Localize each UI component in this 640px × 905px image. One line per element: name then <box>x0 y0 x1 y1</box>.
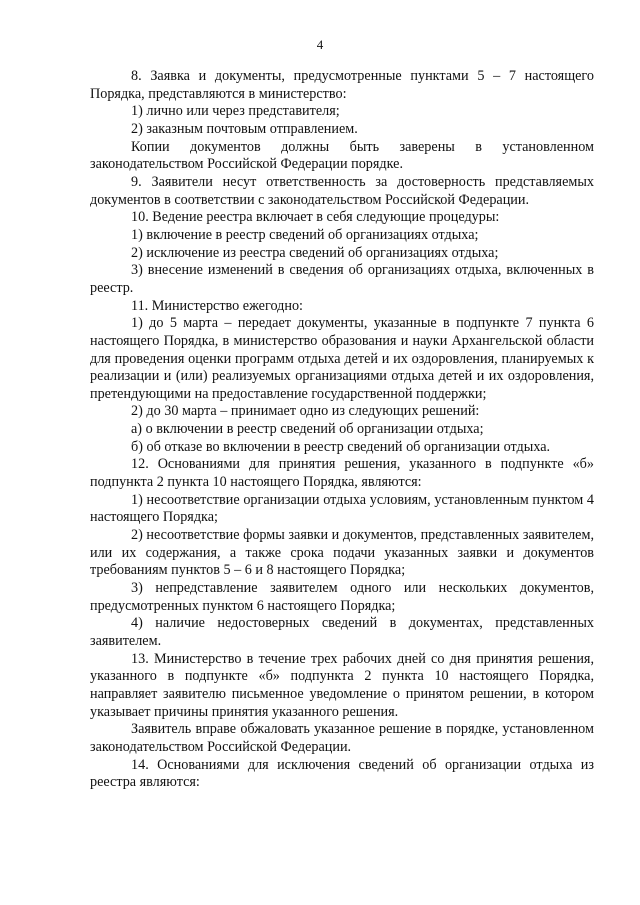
list-item: 1) включение в реестр сведений об организациях отдыха; <box>131 226 479 243</box>
list-item: 2) несоответствие формы заявки и документов, представленных заявителем, или их содержания, а также срока подачи указанных заявки и документов требованиям пунктов 5 – 6 и 8 настоящего Порядка; <box>90 527 594 579</box>
list-item: 2) до 30 марта – принимает одно из следующих решений: <box>131 403 480 420</box>
paragraph-11: 11. Министерство ежегодно: <box>131 297 303 314</box>
list-item: 2) заказным почтовым отправлением. <box>131 120 358 137</box>
paragraph-10: 10. Ведение реестра включает в себя следующие процедуры: <box>131 209 500 226</box>
list-item: 1) лично или через представителя; <box>131 103 340 120</box>
list-item: 1) несоответствие организации отдыха условиям, установленным пунктом 4 настоящего Порядка; <box>90 491 594 526</box>
list-item: 2) исключение из реестра сведений об организациях отдыха; <box>131 244 499 261</box>
list-item: а) о включении в реестр сведений об организации отдыха; <box>131 421 484 438</box>
page-number: 4 <box>316 37 324 52</box>
paragraph-14: 14. Основаниями для исключения сведений об организации отдыха из реестра являются: <box>90 756 594 791</box>
list-item: 3) внесение изменений в сведения об организациях отдыха, включенных в реестр. <box>90 262 594 296</box>
paragraph-13: 13. Министерство в течение трех рабочих дней со дня принятия решения, указанного в подпункте «б» подпункта 2 пункта 10 настоящего Порядка, направляет заявителю письменное уведомление о принятом решении, в котором указывает причины принятия указанного решения. <box>90 650 594 720</box>
paragraph-8: 8. Заявка и документы, предусмотренные пунктами 5 – 7 настоящего Порядка, представляются в министерство: <box>90 68 594 102</box>
document-body <box>90 68 594 792</box>
list-item: б) об отказе во включении в реестр сведений об организации отдыха. <box>131 438 551 455</box>
list-item: 4) наличие недостоверных сведений в документах, представленных заявителем. <box>90 615 594 649</box>
paragraph-copies: Копии документов должны быть заверены в установленном законодательством Российской Федерации порядке. <box>90 138 594 173</box>
list-item: 3) непредставление заявителем одного или нескольких документов, предусмотренных пунктом 6 настоящего Порядка; <box>90 580 594 614</box>
paragraph-12: 12. Основаниями для принятия решения, указанного в подпункте «б» подпункта 2 пункта 10 настоящего Порядка, являются: <box>90 456 594 491</box>
paragraph-9: 9. Заявители несут ответственность за достоверность представляемых документов в соответствии с законодательством Российской Федерации. <box>90 173 594 208</box>
paragraph-appeal: Заявитель вправе обжаловать указанное решение в порядке, установленном законодательством Российской Федерации. <box>90 721 594 755</box>
list-item: 1) до 5 марта – передает документы, указанные в подпункте 7 пункта 6 настоящего Порядка, в министерство образования и науки Архангельской области для проведения оценки программ отдыха детей и их оздоровления, планируемых к реализации и (или) реализуемых организациями отдыха детей и их оздоровления, претендующими на предоставление государственной поддержки; <box>90 315 594 402</box>
